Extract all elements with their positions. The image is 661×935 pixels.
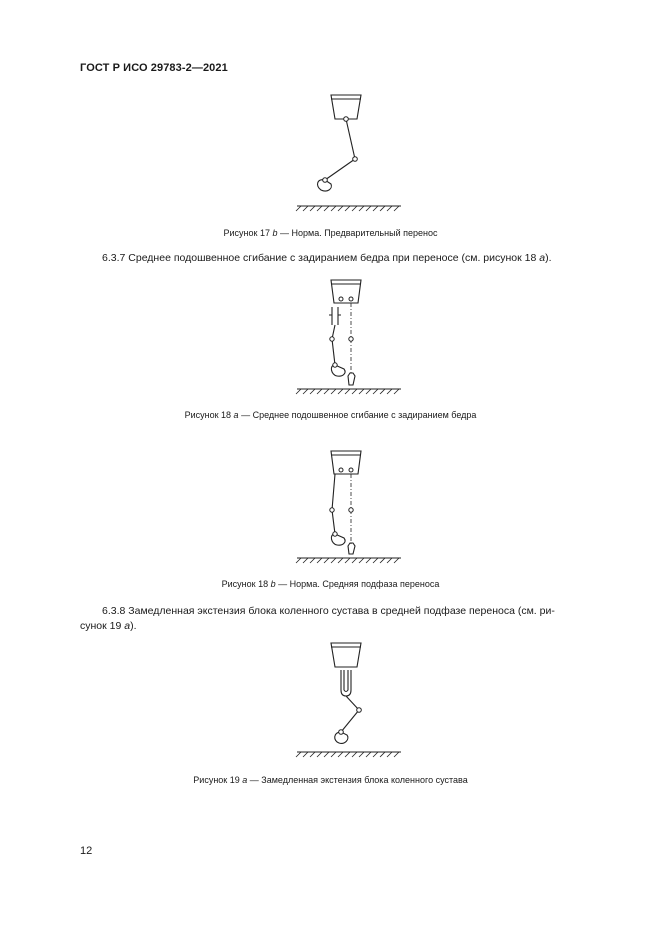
figure-17b-caption: Рисунок 17 b — Норма. Предварительный перенос [223,228,438,238]
figure-18a-caption: Рисунок 18 a — Среднее подошвенное сгибание с задиранием бедра [184,410,477,420]
figure-18a-illustration [295,277,405,399]
page-number: 12 [80,845,93,857]
paragraph-6-3-7: 6.3.7 Среднее подошвенное сгибание с задиранием бедра при переносе (см. рисунок 18 a). [102,252,552,264]
figure-19a-illustration [295,640,405,762]
figure-19a-caption: Рисунок 19 a — Замедленная экстензия блока коленного сустава [193,775,468,785]
figure-18b-caption: Рисунок 18 b — Норма. Средняя подфаза переноса [221,579,440,589]
figure-17b-illustration [295,92,405,212]
paragraph-6-3-8: 6.3.8 Замедленная экстензия блока коленного сустава в средней подфазе переноса (см. ри- сунок 19 a). [80,605,555,632]
figure-18b-illustration [295,448,405,570]
document-header: ГОСТ Р ИСО 29783-2—2021 [80,62,228,74]
